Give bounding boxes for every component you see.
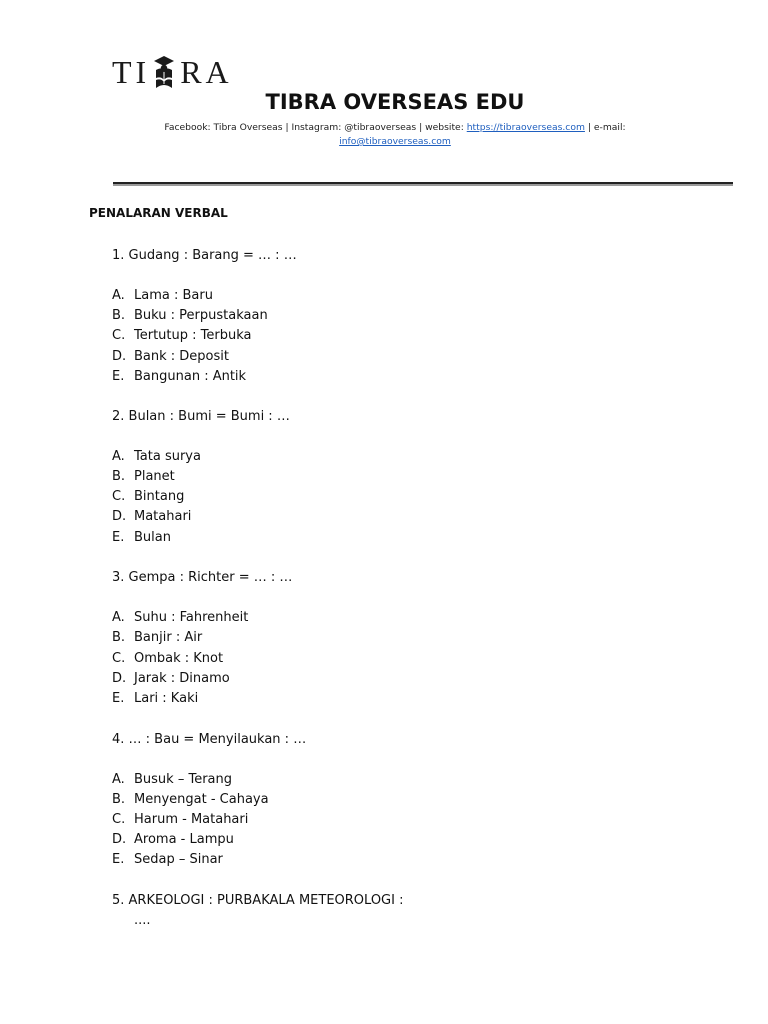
tibra-logo bbox=[112, 54, 233, 90]
option-text: Lama : Baru bbox=[134, 288, 213, 303]
logo-text-right: RA bbox=[180, 53, 233, 90]
option-text: Matahari bbox=[134, 509, 192, 524]
option-letter: E. bbox=[112, 691, 125, 706]
option-letter: A. bbox=[112, 288, 125, 303]
option-letter: E. bbox=[112, 852, 125, 867]
contact-info bbox=[150, 121, 640, 149]
option-1d bbox=[112, 349, 229, 364]
question-3: 3. Gempa : Richter = … : … bbox=[112, 570, 293, 585]
option-2b bbox=[112, 469, 175, 484]
header-divider bbox=[113, 182, 733, 184]
contact-mid: | e-mail: bbox=[584, 122, 626, 133]
option-text: Menyengat - Cahaya bbox=[134, 792, 269, 807]
option-text: Buku : Perpustakaan bbox=[134, 308, 268, 323]
option-1a bbox=[112, 288, 213, 303]
option-text: Planet bbox=[134, 469, 175, 484]
option-text: Sedap – Sinar bbox=[134, 852, 223, 867]
email-link[interactable]: info@tibraoverseas.com bbox=[339, 136, 451, 147]
option-3e bbox=[112, 691, 198, 706]
option-letter: C. bbox=[112, 812, 126, 827]
option-text: Bank : Deposit bbox=[134, 349, 229, 364]
option-letter: A. bbox=[112, 772, 125, 787]
option-4e bbox=[112, 852, 223, 867]
question-4: 4. … : Bau = Menyilaukan : … bbox=[112, 732, 307, 747]
option-1e bbox=[112, 369, 246, 384]
option-2c bbox=[112, 489, 184, 504]
option-2d bbox=[112, 509, 191, 524]
option-text: Harum - Matahari bbox=[134, 812, 249, 827]
option-text: Banjir : Air bbox=[134, 630, 203, 645]
option-letter: A. bbox=[112, 449, 125, 464]
option-letter: C. bbox=[112, 651, 126, 666]
option-text: Bangunan : Antik bbox=[134, 369, 247, 384]
option-1b bbox=[112, 308, 268, 323]
option-2a bbox=[112, 449, 201, 464]
option-text: Tertutup : Terbuka bbox=[134, 328, 252, 343]
question-5: 5. ARKEOLOGI : PURBAKALA METEOROLOGI : bbox=[112, 893, 404, 908]
website-link[interactable]: https://tibraoverseas.com bbox=[466, 122, 585, 133]
option-text: Jarak : Dinamo bbox=[134, 671, 230, 686]
option-text: Bulan bbox=[134, 530, 171, 545]
option-text: Suhu : Fahrenheit bbox=[134, 610, 249, 625]
logo-text-left: TI bbox=[112, 53, 151, 90]
option-letter: C. bbox=[112, 489, 126, 504]
option-letter: D. bbox=[112, 509, 127, 524]
option-letter: A. bbox=[112, 610, 125, 625]
option-letter: B. bbox=[112, 792, 126, 807]
option-4c bbox=[112, 812, 248, 827]
option-3c bbox=[112, 651, 223, 666]
section-title: PENALARAN VERBAL bbox=[89, 206, 228, 220]
option-letter: E. bbox=[112, 530, 125, 545]
option-text: Aroma - Lampu bbox=[134, 832, 234, 847]
option-3a bbox=[112, 610, 248, 625]
option-letter: B. bbox=[112, 469, 126, 484]
option-3b bbox=[112, 630, 202, 645]
option-letter: C. bbox=[112, 328, 126, 343]
question-1: 1. Gudang : Barang = … : … bbox=[112, 248, 297, 263]
option-text: Bintang bbox=[134, 489, 185, 504]
page-title: TIBRA OVERSEAS EDU bbox=[265, 90, 525, 114]
option-4a bbox=[112, 772, 232, 787]
contact-prefix: Facebook: Tibra Overseas | Instagram: @tibraoverseas | website: bbox=[164, 122, 467, 133]
option-text: Lari : Kaki bbox=[134, 691, 199, 706]
logo-mark-icon bbox=[151, 54, 177, 90]
option-text: Ombak : Knot bbox=[134, 651, 224, 666]
question-5-continuation: .... bbox=[134, 913, 151, 928]
option-letter: D. bbox=[112, 671, 127, 686]
option-letter: E. bbox=[112, 369, 125, 384]
option-letter: B. bbox=[112, 308, 126, 323]
option-letter: D. bbox=[112, 349, 127, 364]
option-text: Busuk – Terang bbox=[134, 772, 232, 787]
option-3d bbox=[112, 671, 230, 686]
option-text: Tata surya bbox=[134, 449, 201, 464]
option-letter: B. bbox=[112, 630, 126, 645]
option-4b bbox=[112, 792, 269, 807]
option-4d bbox=[112, 832, 234, 847]
question-2: 2. Bulan : Bumi = Bumi : … bbox=[112, 409, 290, 424]
option-1c bbox=[112, 328, 251, 343]
option-letter: D. bbox=[112, 832, 127, 847]
option-2e bbox=[112, 530, 171, 545]
